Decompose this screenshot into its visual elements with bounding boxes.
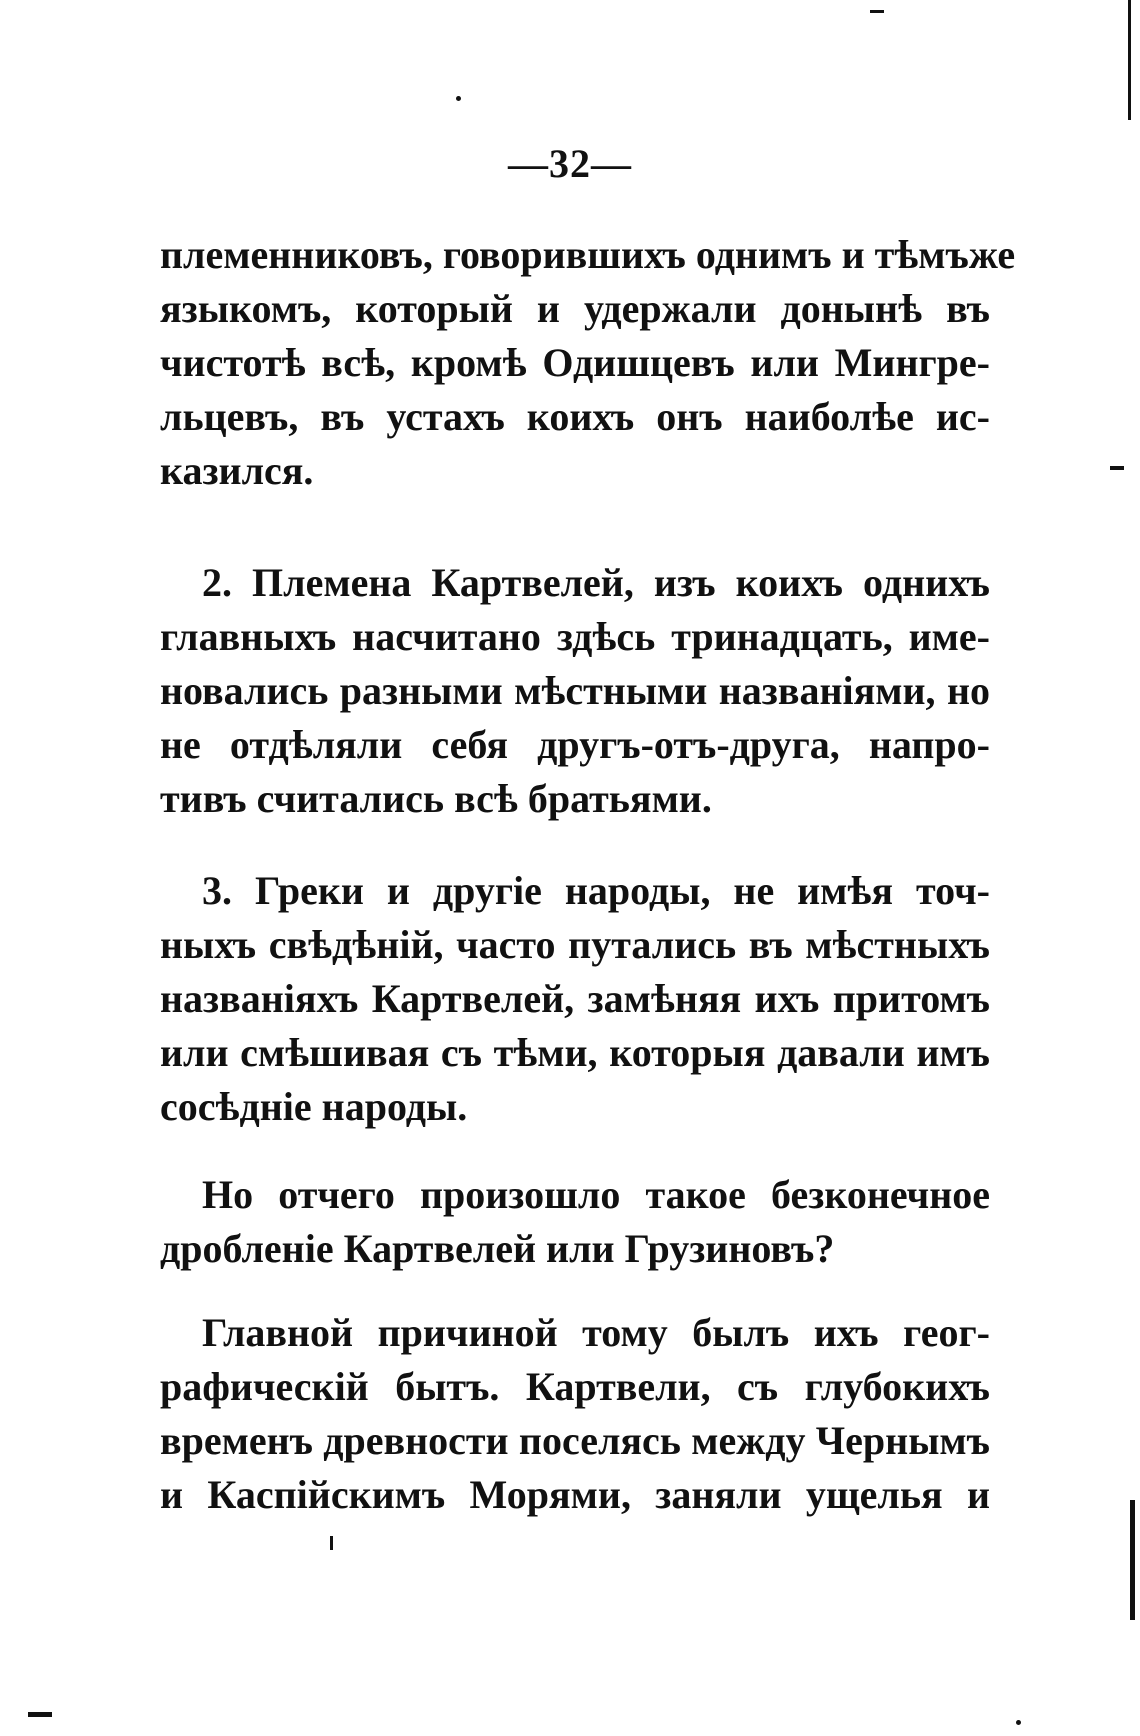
paragraph-1 (160, 228, 1016, 498)
text-line: казился. (160, 448, 314, 493)
text-line: сосѣдніе народы. (160, 1084, 468, 1129)
text-line: названіяхъ Картвелей, замѣняя ихъ притомъ (160, 976, 990, 1021)
page-number: —32— (508, 141, 632, 186)
text-line: и Каспійскимъ Морями, заняли ущелья и (160, 1472, 990, 1517)
text-line: льцевъ, въ устахъ коихъ онъ наиболѣе ис- (160, 394, 990, 439)
text-line: 2. Племена Картвелей, изъ коихъ однихъ (202, 560, 990, 605)
scan-dash-mark (1110, 466, 1124, 470)
text-line: тивъ считались всѣ братьями. (160, 776, 712, 821)
scan-edge-mark (1130, 1500, 1135, 1620)
text-line: рафическій бытъ. Картвели, съ глубокихъ (160, 1364, 990, 1409)
text-line: чистотѣ всѣ, кромѣ Одишцевъ или Мингре- (160, 340, 990, 385)
scan-dot-mark (1016, 1720, 1021, 1725)
text-line: временъ древности поселясь между Чернымъ (160, 1418, 990, 1463)
paragraph-4 (160, 1168, 990, 1276)
scan-dash-mark (28, 1712, 52, 1717)
text-line: языкомъ, который и удержали донынѣ въ (160, 286, 990, 331)
text-line: ныхъ свѣдѣній, часто путались въ мѣстныхъ (160, 922, 990, 967)
text-line: не отдѣляли себя другъ-отъ-друга, напро- (160, 722, 990, 767)
text-line: Главной причиной тому былъ ихъ геог- (202, 1310, 990, 1355)
paragraph-5 (160, 1306, 990, 1522)
text-line: племенниковъ, говорившихъ однимъ и тѣмъже (160, 232, 1016, 277)
scan-dash-mark (870, 10, 884, 13)
text-line: новались разными мѣстными названіями, но (160, 668, 990, 713)
text-line: главныхъ насчитано здѣсь тринадцать, име- (160, 614, 990, 659)
scan-edge-mark (1128, 0, 1131, 120)
text-line: дробленіе Картвелей или Грузиновъ? (160, 1226, 835, 1271)
scan-dot-mark (456, 96, 461, 101)
paragraph-2 (160, 556, 990, 826)
scan-dot-mark (330, 1536, 333, 1550)
text-line: Но отчего произошло такое безконечное (202, 1172, 990, 1217)
paragraph-3 (160, 864, 990, 1134)
text-line: 3. Греки и другіе народы, не имѣя точ- (202, 868, 990, 913)
text-line: или смѣшивая съ тѣми, которыя давали имъ (160, 1030, 990, 1075)
